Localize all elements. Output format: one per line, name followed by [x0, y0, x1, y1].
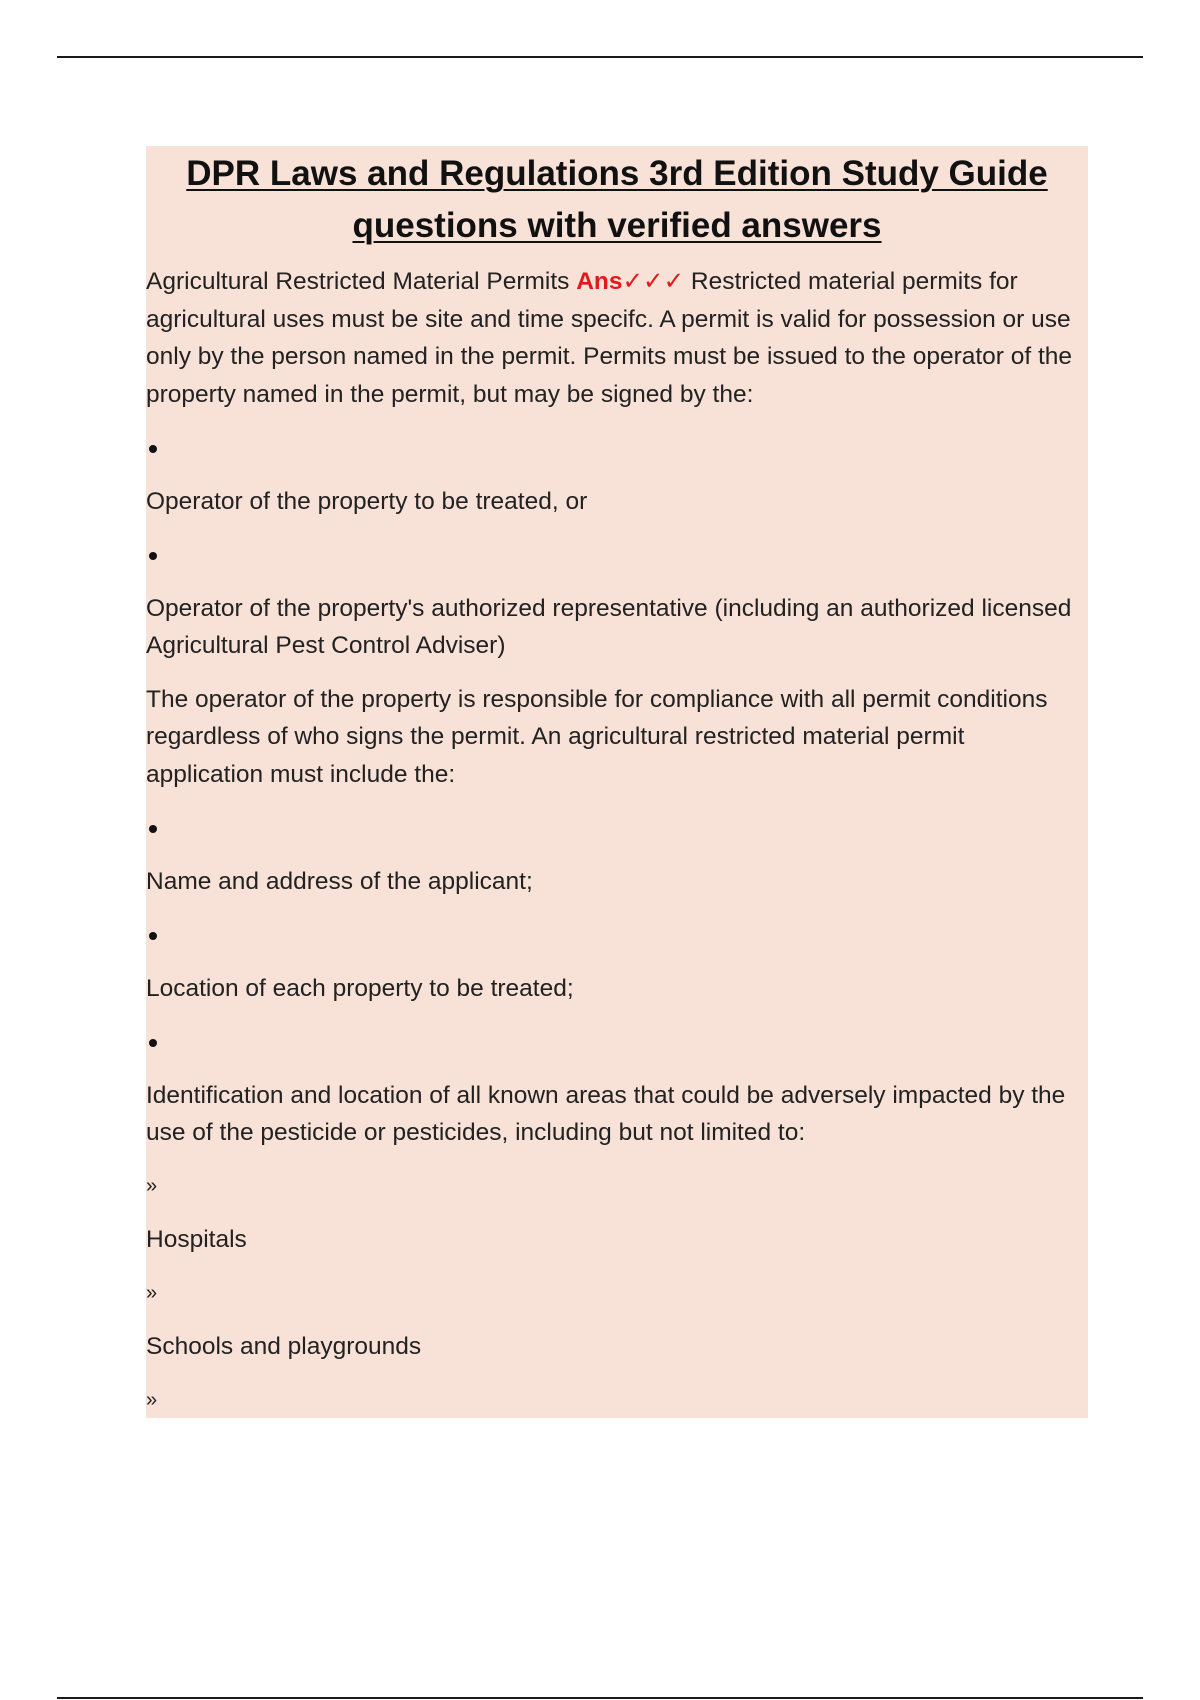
question-text: Agricultural Restricted Material Permits — [146, 268, 577, 295]
answer-text: Restricted material permits for agricultural uses must be site and time specifc. A permit is valid for possession or use only by the person named in the permit. Permits must be issued to the operator of the property named in the permit, but may be signed by the: — [146, 268, 1073, 408]
sub-bullet-marker: » — [146, 1281, 158, 1304]
compliance-paragraph: The operator of the property is responsible for compliance with all permit conditions regardless of who signs the permit. An agricultural restricted material permit application must include the: — [146, 685, 1048, 788]
bullet-marker — [146, 429, 1088, 467]
study-guide-content — [146, 146, 1088, 1418]
sub-bullet-marker: » — [146, 1388, 158, 1411]
checkmarks: ✓✓✓ — [622, 268, 685, 295]
title-line-2: questions with verified answers — [352, 206, 882, 245]
list-item: Name and address of the applicant; — [146, 867, 533, 895]
bullet-icon — [149, 552, 157, 560]
bullet-icon — [149, 445, 157, 453]
sub-bullet-marker: » — [146, 1174, 158, 1197]
bullet-icon — [149, 825, 157, 833]
bullet-marker — [146, 536, 1088, 574]
bullet-icon — [149, 932, 157, 940]
list-item: Operator of the property's authorized representative (including an authorized licensed Agricultural Pest Control Adviser) — [146, 594, 1072, 659]
intro-paragraph — [146, 263, 1088, 413]
list-item: Operator of the property to be treated, or — [146, 487, 588, 515]
title-line-1: DPR Laws and Regulations 3rd Edition Study Guide — [186, 154, 1048, 193]
bullet-icon — [149, 1039, 157, 1047]
bottom-rule — [57, 1697, 1143, 1699]
list-item: Identification and location of all known areas that could be adversely impacted by the use of the pesticide or pesticides, including but not limited to: — [146, 1081, 1066, 1146]
bullet-marker — [146, 1023, 1088, 1061]
document-title — [146, 146, 1088, 252]
sub-list-item: Schools and playgrounds — [146, 1333, 422, 1360]
top-rule — [57, 56, 1143, 58]
sub-list-item: Hospitals — [146, 1226, 247, 1253]
list-item: Location of each property to be treated; — [146, 974, 574, 1002]
bullet-marker — [146, 809, 1088, 847]
bullet-marker — [146, 916, 1088, 954]
answer-label: Ans — [576, 268, 623, 295]
